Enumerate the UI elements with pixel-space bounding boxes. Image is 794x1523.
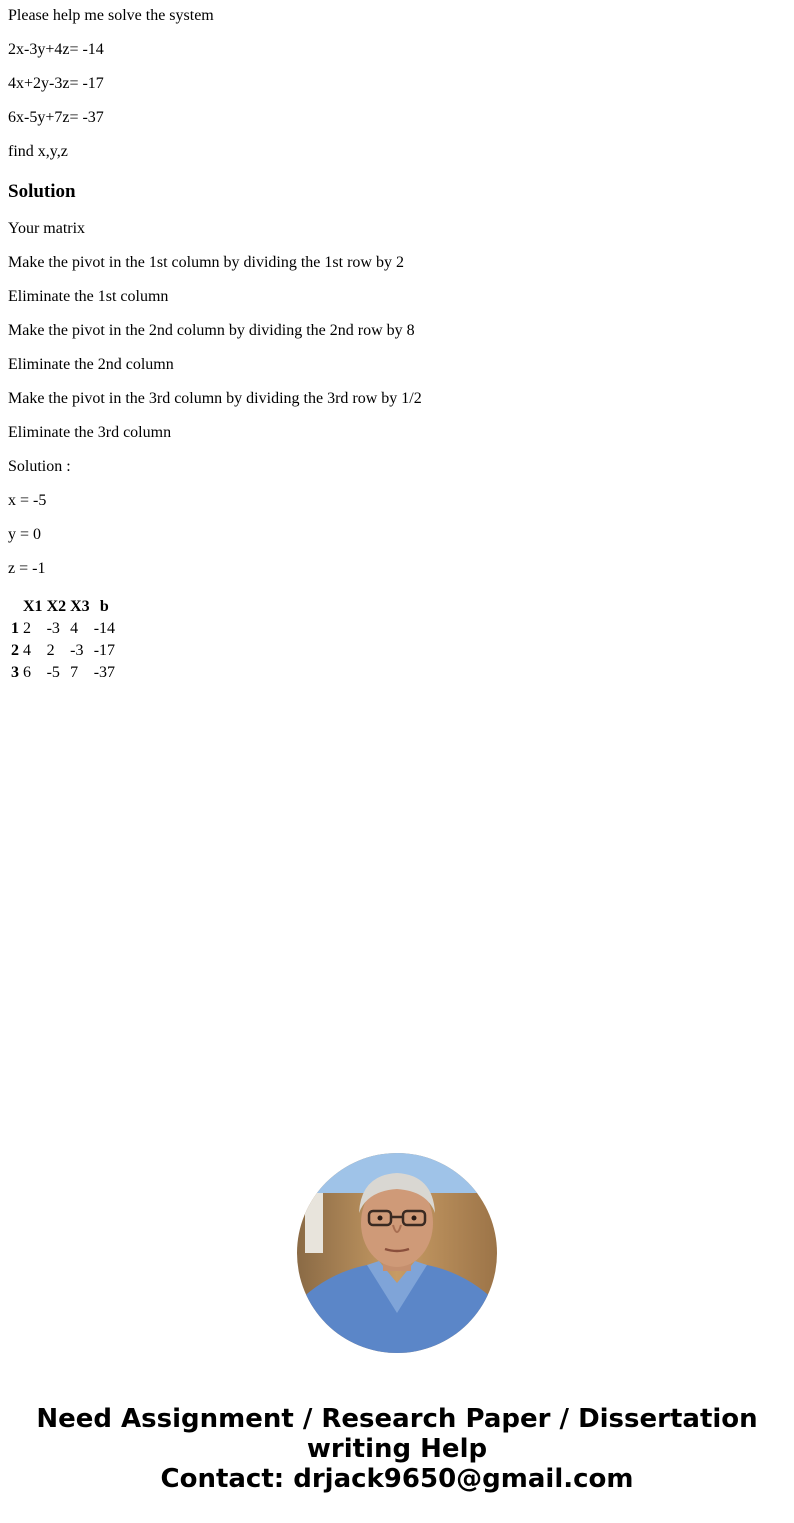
row-label: 1 (11, 620, 19, 637)
solution-label: Solution : (8, 458, 71, 475)
table-cell: -3 (70, 642, 84, 659)
equation-3: 6x-5y+7z= -37 (8, 109, 104, 126)
solution-step: Eliminate the 2nd column (8, 356, 174, 373)
solution-z: z = -1 (8, 560, 46, 577)
matrix-corner-header (10, 597, 20, 617)
table-cell: -14 (93, 620, 116, 637)
matrix-header-row (10, 597, 116, 617)
question-ask: find x,y,z (8, 143, 68, 160)
row-label: 2 (11, 642, 19, 659)
solution-step: Make the pivot in the 1st column by dividing the 1st row by 2 (8, 254, 404, 271)
table-cell: -37 (93, 664, 116, 681)
avatar-photo (297, 1153, 497, 1353)
matrix-header-x3: X3 (70, 598, 90, 615)
table-row (10, 663, 116, 683)
solution-x: x = -5 (8, 492, 47, 509)
solution-step: Eliminate the 1st column (8, 288, 169, 305)
promo-line-1: Need Assignment / Research Paper / Dissertation (36, 1404, 758, 1434)
matrix-header-x1: X1 (23, 598, 43, 615)
table-row (10, 641, 116, 661)
matrix-header-b: b (99, 598, 109, 615)
promo-contact: Contact: drjack9650@gmail.com (160, 1464, 634, 1494)
solution-step: Make the pivot in the 3rd column by dividing the 3rd row by 1/2 (8, 390, 422, 407)
table-cell: 4 (23, 642, 31, 659)
table-cell: -3 (46, 620, 60, 637)
table-cell: 4 (70, 620, 79, 637)
table-row (10, 619, 116, 639)
question-intro: Please help me solve the system (8, 7, 214, 24)
table-cell: 2 (23, 620, 31, 637)
table-cell: 2 (46, 642, 55, 659)
solution-step: Eliminate the 3rd column (8, 424, 172, 441)
promo-line-2: writing Help (306, 1434, 488, 1464)
matrix-header-x2: X2 (46, 598, 67, 615)
table-cell: 7 (70, 664, 79, 681)
equation-1: 2x-3y+4z= -14 (8, 41, 104, 58)
avatar (297, 1153, 497, 1353)
solution-heading: Solution (8, 181, 76, 202)
solution-y: y = 0 (8, 526, 42, 543)
table-cell: 6 (23, 664, 31, 681)
promo-banner (0, 1404, 794, 1494)
solution-step: Make the pivot in the 2nd column by dividing the 2nd row by 8 (8, 322, 415, 339)
equation-2: 4x+2y-3z= -17 (8, 75, 104, 92)
augmented-matrix-table (8, 595, 118, 685)
table-cell: -17 (93, 642, 116, 659)
solution-step: Your matrix (8, 220, 86, 237)
row-label: 3 (11, 664, 19, 681)
table-cell: -5 (46, 664, 60, 681)
